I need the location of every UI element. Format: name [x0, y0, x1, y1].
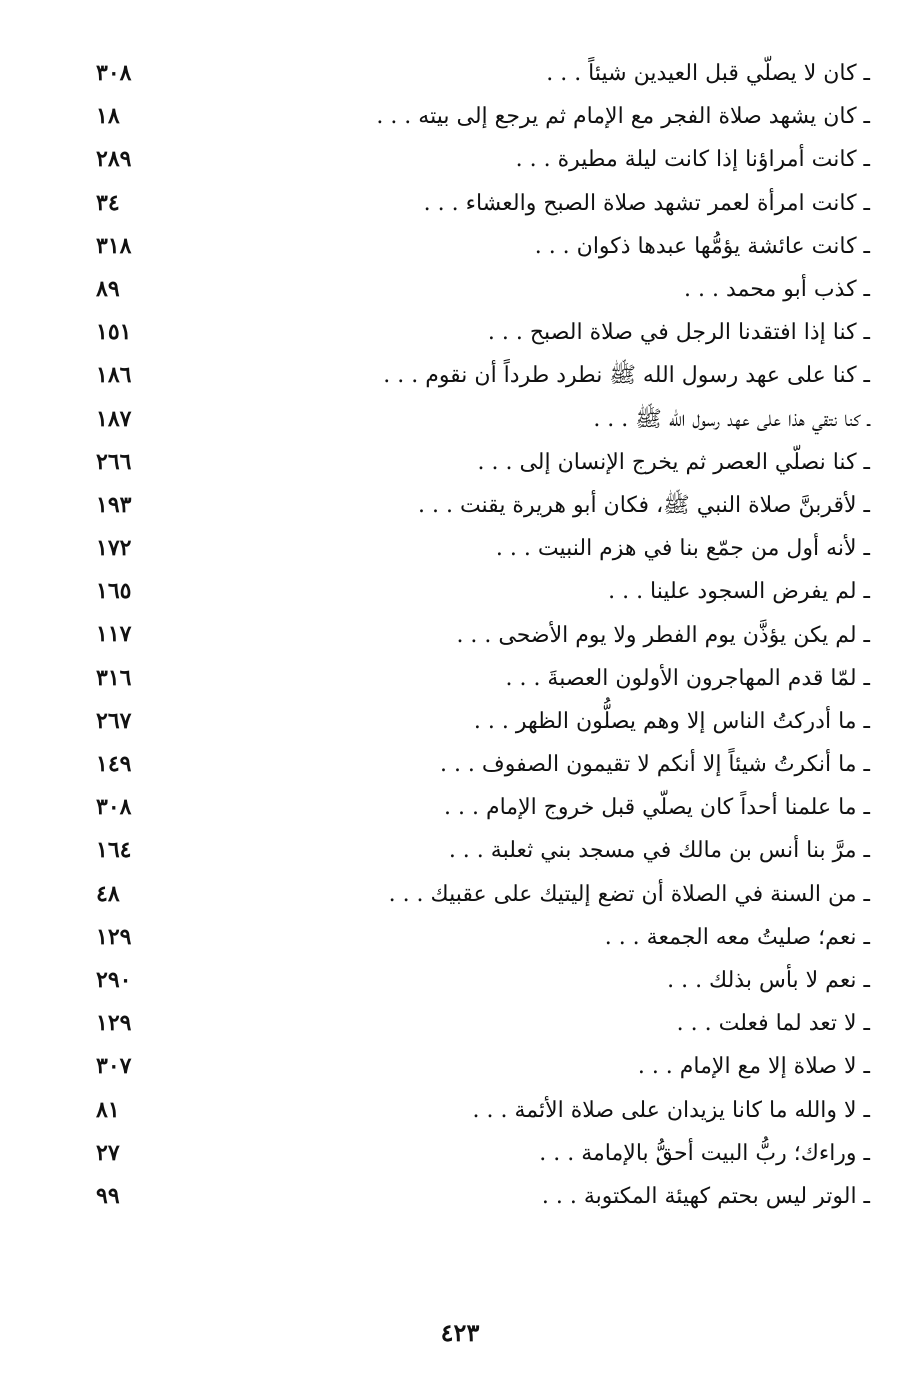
entry-text: ـ لمّا قدم المهاجرون الأولون العصبةَ . . . [505, 665, 870, 691]
entry-text: ـ كنا إذا افتقدنا الرجل في صلاة الصبح . . . [487, 320, 870, 346]
entry-text: ـ نعم؛ صليتُ معه الجمعة . . . [604, 924, 870, 950]
index-entry [50, 527, 870, 570]
entry-page-number: ٣٠٨ [96, 794, 132, 821]
page-number: ٤٢٣ [440, 1318, 480, 1347]
entry-page-number: ٤٨ [96, 880, 120, 907]
index-entry [50, 182, 870, 225]
entry-text: ـ مرَّ بنا أنس بن مالك في مسجد بني ثعلبة . . . [448, 838, 870, 864]
index-entry [50, 959, 870, 1002]
index-entry [50, 52, 870, 95]
hadith-index-list [50, 52, 870, 1218]
entry-page-number: ٣٤ [96, 189, 120, 216]
index-entry [50, 570, 870, 613]
index-entry [50, 354, 870, 397]
index-entry [50, 613, 870, 656]
index-entry [50, 916, 870, 959]
entry-text: ـ لأنه أول من جمّع بنا في هزم النبيت . . . [495, 536, 870, 562]
index-entry [50, 398, 870, 441]
entry-text: ـ كذب أبو محمد . . . [684, 277, 870, 303]
index-entry [50, 95, 870, 138]
index-entry [50, 311, 870, 354]
entry-page-number: ٢٧ [96, 1139, 120, 1166]
index-entry [50, 268, 870, 311]
index-entry [50, 700, 870, 743]
entry-text: ـ كنا نصلّي العصر ثم يخرج الإنسان إلى . . . [477, 449, 870, 475]
index-entry [50, 829, 870, 872]
entry-page-number: ٢٩٠ [96, 966, 132, 993]
entry-text: ـ كان يشهد صلاة الفجر مع الإمام ثم يرجع إلى بيته . . . [376, 104, 870, 130]
entry-page-number: ٨٩ [96, 275, 120, 302]
entry-page-number: ١٢٩ [96, 923, 132, 950]
entry-text: ـ لا تعد لما فعلت . . . [676, 1011, 870, 1037]
index-entry [50, 873, 870, 916]
entry-text: ـ كنا نتقي هذا على عهد رسول الله ﷺ . . . [593, 406, 870, 432]
entry-page-number: ١٩٣ [96, 491, 132, 518]
entry-page-number: ٩٩ [96, 1182, 120, 1209]
index-entry [50, 441, 870, 484]
entry-page-number: ١١٧ [96, 621, 132, 648]
entry-text: ـ وراءك؛ ربُّ البيت أحقُّ بالإمامة . . . [539, 1140, 870, 1166]
entry-page-number: ٢٦٧ [96, 707, 132, 734]
index-entry [50, 138, 870, 181]
index-entry [50, 657, 870, 700]
entry-text: ـ لم يفرض السجود علينا . . . [608, 579, 870, 605]
index-entry [50, 1132, 870, 1175]
entry-text: ـ ما أنكرتُ شيئاً إلا أنكم لا تقيمون الصفوف . . . [439, 752, 870, 778]
entry-text: ـ الوتر ليس بحتم كهيئة المكتوبة . . . [541, 1183, 870, 1209]
entry-page-number: ١٧٢ [96, 535, 132, 562]
index-entry [50, 1045, 870, 1088]
index-entry [50, 225, 870, 268]
entry-page-number: ١٦٤ [96, 837, 132, 864]
entry-text: ـ ما علمنا أحداً كان يصلّي قبل خروج الإمام . . . [444, 795, 870, 821]
entry-page-number: ١٨٧ [96, 405, 132, 432]
entry-page-number: ١٨ [96, 103, 120, 130]
entry-text: ـ كنا على عهد رسول الله ﷺ نطرد طرداً أن نقوم . . . [383, 363, 870, 389]
entry-page-number: ٣١٦ [96, 664, 132, 691]
entry-text: ـ كانت امرأة لعمر تشهد صلاة الصبح والعشاء . . . [423, 190, 870, 216]
entry-page-number: ٨١ [96, 1096, 120, 1123]
entry-text: ـ لم يكن يؤذَّن يوم الفطر ولا يوم الأضحى . . . [456, 622, 870, 648]
index-entry [50, 484, 870, 527]
entry-page-number: ٢٦٦ [96, 448, 132, 475]
index-entry [50, 743, 870, 786]
entry-text: ـ كانت عائشة يؤمُّها عبدها ذكوان . . . [534, 233, 870, 259]
entry-page-number: ١٥١ [96, 319, 132, 346]
entry-text: ـ لا صلاة إلا مع الإمام . . . [637, 1054, 870, 1080]
entry-page-number: ٣١٨ [96, 232, 132, 259]
entry-text: ـ كان لا يصلّي قبل العيدين شيئاً . . . [546, 61, 870, 87]
entry-page-number: ٣٠٨ [96, 60, 132, 86]
entry-text: ـ نعم لا بأس بذلك . . . [667, 968, 870, 994]
entry-text: ـ من السنة في الصلاة أن تضع إليتيك على عقبيك . . . [388, 881, 870, 907]
index-entry [50, 1089, 870, 1132]
entry-page-number: ٢٨٩ [96, 146, 132, 173]
entry-page-number: ١٤٩ [96, 751, 132, 777]
index-entry [50, 786, 870, 829]
entry-page-number: ١٦٥ [96, 578, 132, 605]
entry-text: ـ كانت أمراؤنا إذا كانت ليلة مطيرة . . . [515, 147, 870, 173]
index-entry [50, 1002, 870, 1045]
entry-text: ـ ما أدركتُ الناس إلا وهم يصلُّون الظهر . . . [473, 708, 870, 734]
entry-page-number: ٣٠٧ [96, 1053, 132, 1080]
entry-text: ـ لأقربنَّ صلاة النبي ﷺ، فكان أبو هريرة يقنت . . . [417, 492, 870, 518]
entry-page-number: ١٢٩ [96, 1010, 132, 1037]
index-entry [50, 1175, 870, 1218]
entry-text: ـ لا والله ما كانا يزيدان على صلاة الأئمة . . . [472, 1097, 870, 1123]
entry-page-number: ١٨٦ [96, 362, 132, 389]
